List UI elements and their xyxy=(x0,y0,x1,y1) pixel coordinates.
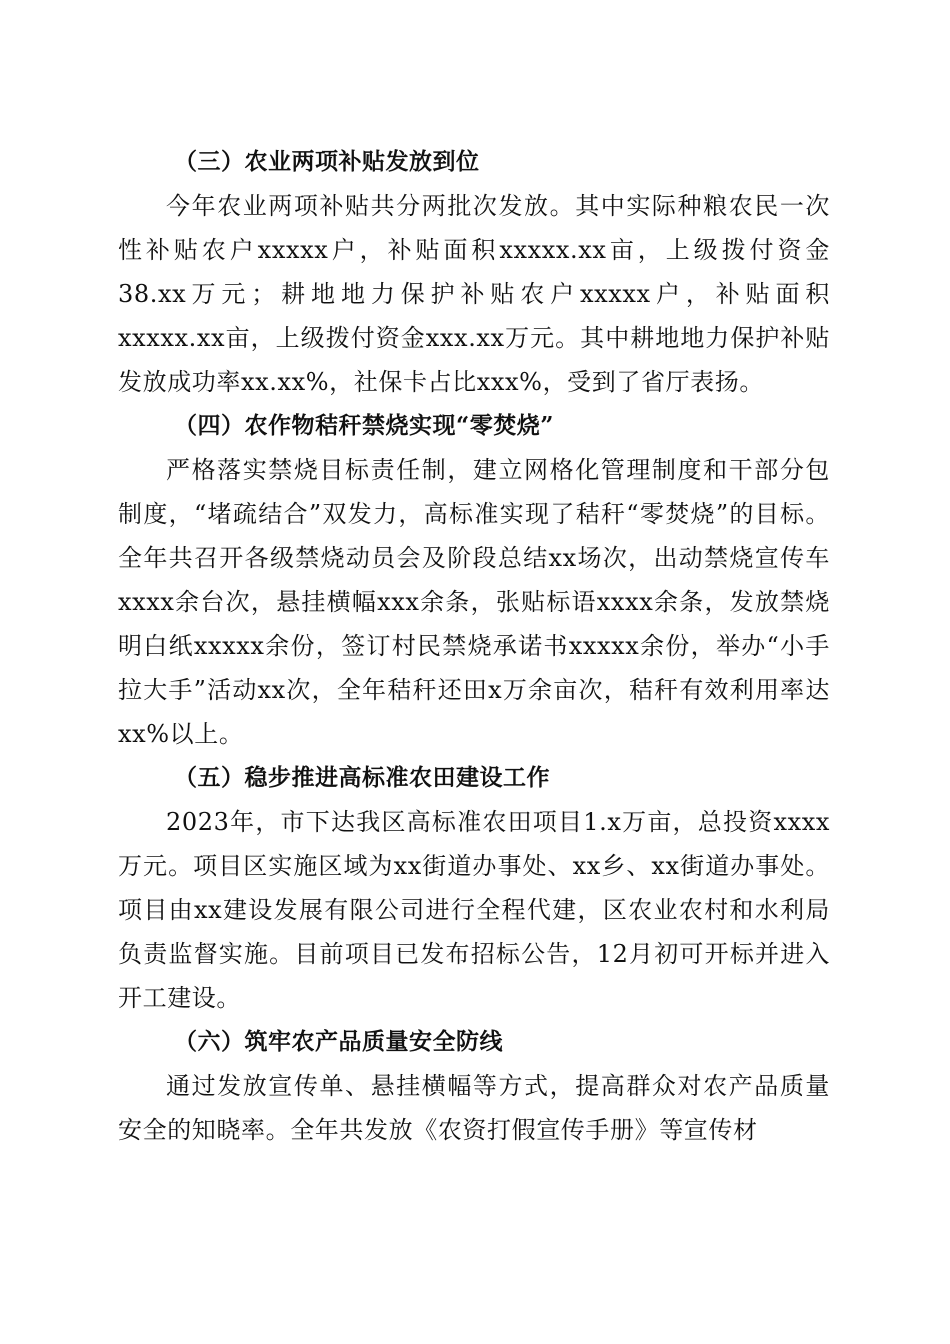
section-paragraph-4: 严格落实禁烧目标责任制，建立网格化管理制度和干部分包制度，“堵疏结合”双发力，高标准实现了秸秆“零焚烧”的目标。全年共召开各级禁烧动员会及阶段总结xx场次，出动禁烧宣传车xxxx余台次，悬挂横幅xxx余条，张贴标语xxxx余条，发放禁烧明白纸xxxxx余份，签订村民禁烧承诺书xxxxx余份，举办“小手拉大手”活动xx次，全年秸秆还田x万余亩次，秸秆有效利用率达xx%以上。 xyxy=(118,456,830,748)
section-paragraph-6: 通过发放宣传单、悬挂横幅等方式，提高群众对农产品质量安全的知晓率。全年共发放《农资打假宣传手册》等宣传材 xyxy=(118,1072,830,1144)
section-paragraph-3: 今年农业两项补贴共分两批次发放。其中实际种粮农民一次性补贴农户xxxxx户，补贴面积xxxxx.xx亩，上级拨付资金38.xx万元；耕地地力保护补贴农户xxxxx户，补贴面积xxxxx.xx亩，上级拨付资金xxx.xx万元。其中耕地地力保护补贴发放成功率xx.xx%，社保卡占比xxx%，受到了省厅表扬。 xyxy=(118,192,830,396)
section-heading-4: （四）农作物秸秆禁烧实现“零焚烧” xyxy=(174,412,554,439)
section-heading-5: （五）稳步推进高标准农田建设工作 xyxy=(174,764,550,791)
section-heading-6: （六）筑牢农产品质量安全防线 xyxy=(174,1028,503,1055)
document-body xyxy=(118,140,830,1152)
section-paragraph-5: 2023年，市下达我区高标准农田项目1.x万亩，总投资xxxx万元。项目区实施区域为xx街道办事处、xx乡、xx街道办事处。项目由xx建设发展有限公司进行全程代建，区农业农村和水利局负责监督实施。目前项目已发布招标公告，12月初可开标并进入开工建设。 xyxy=(118,808,830,1012)
section-heading-3: （三）农业两项补贴发放到位 xyxy=(174,148,480,175)
